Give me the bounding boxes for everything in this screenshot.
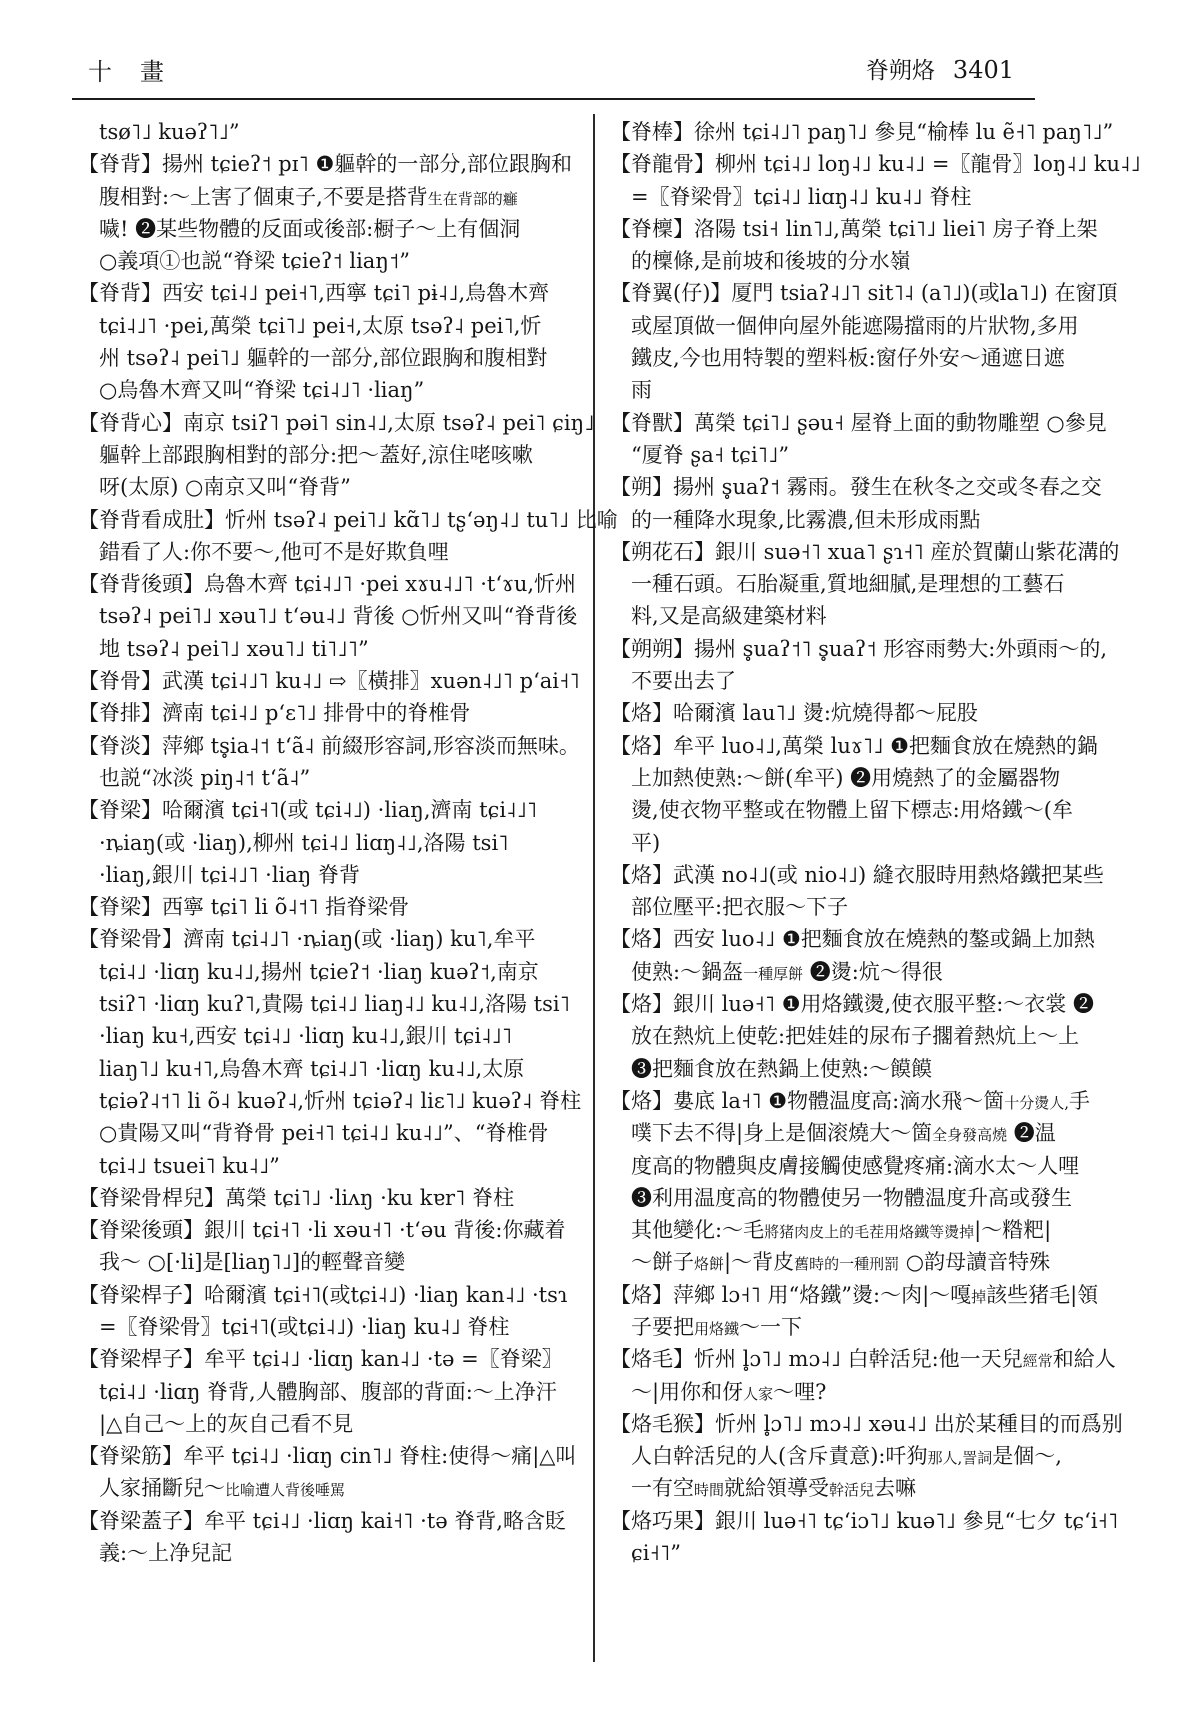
dictionary-line bbox=[610, 1150, 1080, 1182]
gloss-small-text: 比喻遭人背後唾駡 bbox=[225, 1481, 346, 1500]
gloss-small-text: 一種厚餅 bbox=[743, 964, 804, 983]
dictionary-line bbox=[610, 762, 1060, 794]
dictionary-line bbox=[610, 600, 1060, 632]
text-segment: 子要把 bbox=[631, 1314, 694, 1339]
dictionary-line bbox=[78, 1214, 566, 1246]
text-segment: 雨 bbox=[631, 378, 652, 403]
text-segment: 一有空 bbox=[631, 1476, 694, 1501]
dictionary-line bbox=[78, 697, 556, 729]
dictionary-line bbox=[610, 1440, 1060, 1472]
text-segment: 【脊梁骨桿兒】萬榮 tɕi˥˩ ·liʌŋ ·ku kɐr˥ 脊柱 bbox=[78, 1185, 515, 1210]
text-segment: ～餅子 bbox=[631, 1250, 694, 1275]
text-segment: 腹相對:～上害了個東子,不要是搭背 bbox=[99, 184, 428, 209]
text-segment: 【烙】銀川 luə˧˥ ❶用烙鐵燙,使衣服平整:～衣裳 ❷ bbox=[610, 992, 1094, 1017]
dictionary-line bbox=[78, 1408, 556, 1440]
dictionary-line bbox=[610, 1472, 1060, 1504]
dictionary-line bbox=[610, 1505, 1119, 1537]
text-segment: 【脊梁骨】濟南 tɕi˨˩˥ ·ȵiaŋ(或 ·liaŋ) ku˥,牟平 bbox=[78, 927, 536, 952]
text-segment: 度高的物體與皮膚接觸使感覺疼痛:滴水太～人哩 bbox=[631, 1153, 1080, 1178]
gloss-small-text: 生在背部的癰 bbox=[427, 189, 518, 208]
gloss-small-text: 用烙鐵 bbox=[694, 1319, 740, 1338]
dictionary-line bbox=[610, 1311, 1060, 1343]
text-segment: tsəʔ˨ pei˥˩ xəu˥˩ tʻəu˨˩ 背後 ○忻州又叫“脊背後 bbox=[99, 604, 578, 629]
dictionary-line bbox=[610, 988, 1094, 1020]
dictionary-line bbox=[610, 859, 1104, 891]
dictionary-line bbox=[78, 1472, 556, 1504]
dictionary-line bbox=[610, 730, 1098, 762]
text-segment: ɕi˧˥” bbox=[631, 1541, 681, 1566]
text-segment: 和給人 bbox=[1052, 1347, 1116, 1372]
gloss-small-text: 將猪肉皮上的毛茬用烙鐵等燙掉 bbox=[764, 1223, 975, 1242]
header-entry-chars: 脊朔烙 bbox=[865, 58, 935, 84]
text-segment: 使熟:～鍋盔 bbox=[631, 959, 744, 984]
dictionary-line bbox=[610, 148, 1141, 180]
dictionary-line bbox=[610, 277, 1118, 309]
text-segment: 手 bbox=[1068, 1088, 1090, 1113]
text-segment: 地 tsəʔ˨ pei˥˩ xəu˥˩ ti˥˩˥” bbox=[99, 636, 369, 661]
dictionary-line bbox=[610, 374, 1060, 406]
text-segment: 義:～上净兒記 bbox=[99, 1541, 233, 1566]
dictionary-line bbox=[78, 342, 556, 374]
text-segment: 【脊梁】西寧 tɕi˥ li õ˨˦˥ 指脊梁骨 bbox=[78, 895, 410, 920]
dictionary-line bbox=[78, 1020, 556, 1052]
text-segment: 其他變化:～毛 bbox=[631, 1218, 765, 1243]
text-segment: 【朔花石】銀川 suə˧˥ xua˥ ʂɿ˧˥ 産於賀蘭山紫花溝的 bbox=[610, 539, 1120, 564]
dictionary-line bbox=[78, 1537, 556, 1569]
text-segment: ❷燙:炕～得很 bbox=[803, 959, 943, 984]
text-segment: 【烙】西安 luo˨˩ ❶把麵食放在燒熱的鏊或鍋上加熱 bbox=[610, 927, 1095, 952]
header-rule bbox=[72, 98, 1035, 100]
dictionary-line bbox=[78, 600, 578, 632]
text-segment: 的檁條,是前坡和後坡的分水嶺 bbox=[631, 249, 911, 274]
dictionary-line bbox=[78, 827, 556, 859]
gloss-small-text: 十分燙人, bbox=[1004, 1093, 1069, 1112]
text-segment: 人白幹活兒的人(含斥責意):吀狗 bbox=[631, 1444, 928, 1469]
dictionary-line bbox=[78, 1085, 582, 1117]
dictionary-line bbox=[610, 181, 1060, 213]
dictionary-line bbox=[610, 697, 1060, 729]
dictionary-line bbox=[78, 213, 556, 245]
text-segment: 【脊淡】萍鄉 ts̥ia˨˦ tʻã˨ 前綴形容詞,形容淡而無味。 bbox=[78, 733, 580, 758]
text-segment: 【脊背後頭】烏魯木齊 tɕi˨˩˥ ·pei xɤu˨˩˥ ·tʻɤu,忻州 bbox=[78, 572, 577, 597]
dictionary-line bbox=[78, 407, 595, 439]
text-segment: ❸利用温度高的物體使另一物體温度升高或發生 bbox=[631, 1185, 1072, 1210]
text-segment: tsiʔ˥ ·liɑŋ kuʔ˥,貴陽 tɕi˨˩ liaŋ˨˩ ku˨˩,洛陽 tsi˥ bbox=[99, 992, 570, 1017]
text-segment: 也説“冰淡 piŋ˨˦ tʻã˨” bbox=[99, 765, 311, 790]
text-segment: 料,又是高級建築材料 bbox=[631, 604, 827, 629]
text-segment: 州 tsəʔ˨ pei˥˩ 軀幹的一部分,部位跟胸和腹相對 bbox=[99, 346, 548, 371]
text-segment: 鐵皮,今也用特製的塑料板:窗仔外安～通遮日遮 bbox=[631, 346, 1065, 371]
text-segment: 我～ ○[·li]是[liaŋ˥˩]的輕聲音變 bbox=[99, 1250, 406, 1275]
text-segment: 不要出去了 bbox=[631, 669, 736, 694]
text-segment: tɕiəʔ˨˦˥ li õ˨ kuəʔ˨,忻州 tɕiəʔ˨ liɛ˥˩ kuəʔ˨ 脊柱 bbox=[99, 1088, 582, 1113]
header-section-label: 十 畫 bbox=[88, 58, 166, 86]
gloss-small-text: 那人,詈詞 bbox=[927, 1449, 993, 1468]
dictionary-line bbox=[78, 730, 580, 762]
dictionary-line bbox=[610, 471, 1102, 503]
dictionary-line bbox=[78, 116, 556, 148]
dictionary-line bbox=[78, 1376, 556, 1408]
text-segment: 【脊梁桿子】哈爾濱 tɕi˧˥(或tɕi˨˩) ·liaŋ kan˨˩ ·tsɿ bbox=[78, 1282, 568, 1307]
dictionary-line bbox=[610, 1214, 1060, 1246]
text-segment: ○韵母讀音特殊 bbox=[899, 1250, 1051, 1275]
dictionary-line bbox=[610, 1343, 1116, 1375]
text-segment: 人家捅斷兒～ bbox=[99, 1476, 225, 1501]
text-segment: tɕi˨˩ ·liɑŋ ku˨˩,揚州 tɕieʔ˦ ·liaŋ kuəʔ˦,南京 bbox=[99, 959, 539, 984]
text-column-left bbox=[78, 116, 618, 1569]
dictionary-line bbox=[610, 504, 1060, 536]
dictionary-line bbox=[610, 794, 1073, 826]
dictionary-line bbox=[610, 1408, 1123, 1440]
dictionary-line bbox=[78, 568, 577, 600]
gloss-small-text: 經常 bbox=[1022, 1352, 1053, 1371]
text-segment: ～一下 bbox=[739, 1314, 803, 1339]
dictionary-line bbox=[610, 827, 1060, 859]
gloss-small-text: 全身發高燒 bbox=[932, 1126, 1008, 1145]
dictionary-line bbox=[610, 633, 1108, 665]
text-segment: 該些猪毛|領 bbox=[986, 1282, 1099, 1307]
text-segment: |～背皮 bbox=[724, 1250, 795, 1275]
text-segment: 噦! ❷某些物體的反面或後部:橱子～上有個洞 bbox=[99, 216, 521, 241]
text-segment: 【脊背心】南京 tsiʔ˥ pəi˥ sin˨˩,太原 tsəʔ˨ pei˥ ɕiŋ˩ bbox=[78, 410, 595, 435]
text-segment: 【烙】萍鄉 lɔ˧˥ 用“烙鐵”燙:～肉|～嘎 bbox=[610, 1282, 972, 1307]
dictionary-line bbox=[610, 245, 1060, 277]
text-segment: 【烙】牟平 luo˨˩,萬榮 luɤ˥˩ ❶把麵食放在燒熱的鍋 bbox=[610, 733, 1098, 758]
text-segment: 【烙毛猴】忻州 l̥ɔ˥˩ mɔ˨˩ xəu˨˩ 出於某種目的而爲别 bbox=[610, 1411, 1123, 1436]
dictionary-line bbox=[78, 1279, 568, 1311]
text-segment: 【烙巧果】銀川 luə˧˥ tɕʻiɔ˥˩ kuə˥˩ 參見“七夕 tɕʻi˧˥ bbox=[610, 1508, 1119, 1533]
gloss-small-text: 烙餅 bbox=[694, 1255, 725, 1274]
text-segment: 呀(太原) ○南京又叫“脊背” bbox=[99, 475, 351, 500]
dictionary-line bbox=[610, 1053, 1060, 1085]
dictionary-line bbox=[78, 1182, 556, 1214]
text-segment: 是個～, bbox=[992, 1444, 1062, 1469]
header-page-number: 3401 bbox=[952, 56, 1014, 84]
dictionary-line bbox=[610, 116, 1114, 148]
dictionary-line bbox=[78, 794, 556, 826]
text-segment: “厦脊 ʂa˧ tɕi˥˩” bbox=[631, 442, 790, 467]
dictionary-line bbox=[78, 1505, 566, 1537]
text-segment: tsø˥˩ kuəʔ˥˩” bbox=[99, 120, 240, 144]
dictionary-line bbox=[610, 665, 1060, 697]
dictionary-line bbox=[610, 310, 1079, 342]
dictionary-line bbox=[78, 891, 556, 923]
text-segment: 【脊梁後頭】銀川 tɕi˧˥ ·li xəu˧˥ ·tʻəu 背後:你藏着 bbox=[78, 1218, 566, 1243]
text-segment: 【脊背看成肚】忻州 tsəʔ˨ pei˥˩ kɑ̃˥˩ tʂʻəŋ˨˩ tu˥˩ 比喻 bbox=[78, 507, 618, 532]
dictionary-line bbox=[78, 988, 570, 1020]
text-segment: =〖脊梁骨〗tɕi˧˥(或tɕi˨˩) ·liaŋ ku˨˩ 脊柱 bbox=[99, 1314, 510, 1339]
dictionary-line bbox=[78, 762, 556, 794]
text-segment: 【脊獸】萬榮 tɕi˥˩ ʂəu˧ 屋脊上面的動物雕塑 ○參見 bbox=[610, 410, 1107, 435]
page-header-right bbox=[866, 52, 1014, 85]
gloss-small-text: 人家 bbox=[743, 1384, 774, 1403]
text-segment: 的一種降水現象,比霧濃,但未形成雨點 bbox=[631, 507, 981, 532]
text-segment: ○貴陽又叫“背脊骨 pei˧˥ tɕi˨˩ ku˨˩”、“脊椎骨 bbox=[99, 1121, 549, 1146]
dictionary-line bbox=[78, 536, 556, 568]
text-segment: 部位壓平:把衣服～下子 bbox=[631, 895, 849, 920]
dictionary-line bbox=[78, 1150, 556, 1182]
text-segment: tɕi˨˩ ·liɑŋ 脊背,人體胸部、腹部的背面:～上净汗 bbox=[99, 1379, 557, 1404]
text-segment: 【脊骨】武漢 tɕi˨˩˥ ku˨˩ ⇨〖橫排〗xuən˨˩˥ pʻai˧˥ bbox=[78, 669, 580, 694]
text-segment: ～哩? bbox=[773, 1379, 827, 1404]
text-segment: 【烙毛】忻州 l̥ɔ˥˩ mɔ˨˩ 白幹活兒:他一天兒 bbox=[610, 1347, 1023, 1372]
gloss-small-text: 幹活兒 bbox=[829, 1481, 875, 1500]
dictionary-line bbox=[78, 956, 556, 988]
dictionary-line bbox=[78, 1343, 563, 1375]
text-segment: liaŋ˥˩ ku˧˥,烏魯木齊 tɕi˨˩˥ ·liɑŋ ku˨˩,太原 bbox=[99, 1056, 525, 1081]
dictionary-line bbox=[610, 1376, 1060, 1408]
column-divider bbox=[593, 114, 595, 1662]
dictionary-line bbox=[78, 1311, 556, 1343]
dictionary-line bbox=[610, 568, 1065, 600]
dictionary-line bbox=[78, 1117, 556, 1149]
text-segment: 【脊梁】哈爾濱 tɕi˧˥(或 tɕi˨˩) ·liaŋ,濟南 tɕi˨˩˥ bbox=[78, 798, 538, 823]
dictionary-line bbox=[610, 1085, 1090, 1117]
gloss-small-text: 時間 bbox=[694, 1481, 725, 1500]
text-segment: 平) bbox=[631, 830, 661, 855]
dictionary-line bbox=[78, 1440, 577, 1472]
dictionary-line bbox=[78, 439, 556, 471]
text-segment: 或屋頂做一個伸向屋外能遮陽擋雨的片狀物,多用 bbox=[631, 313, 1079, 338]
dictionary-line bbox=[78, 633, 556, 665]
dictionary-line bbox=[78, 181, 556, 213]
dictionary-line bbox=[78, 277, 556, 309]
dictionary-line bbox=[610, 1537, 1060, 1569]
text-segment: ❷温 bbox=[1007, 1121, 1056, 1146]
text-segment: 【脊梁筋】牟平 tɕi˨˩ ·liɑŋ cin˥˩ 脊柱:使得～痛|△叫 bbox=[78, 1444, 577, 1469]
text-segment: 【烙】婁底 la˧˥ ❶物體温度高:滴水飛～箇 bbox=[610, 1088, 1005, 1113]
text-segment: 【脊背】揚州 tɕieʔ˦ pɪ˥ ❶軀幹的一部分,部位跟胸和 bbox=[78, 152, 573, 177]
text-segment: 【朔朔】揚州 s̥uaʔ˦˥ s̥uaʔ˦ 形容雨勢大:外頭雨～的, bbox=[610, 636, 1108, 661]
dictionary-line bbox=[78, 310, 556, 342]
text-segment: 軀幹上部跟胸相對的部分:把～蓋好,涼住咾咳嗽 bbox=[99, 442, 533, 467]
text-segment: |～糌粑| bbox=[974, 1218, 1052, 1243]
text-segment: 【脊梁桿子】牟平 tɕi˨˩ ·liɑŋ kan˨˩ ·tə =〖脊梁〗 bbox=[78, 1347, 563, 1372]
dictionary-line bbox=[78, 1053, 556, 1085]
text-segment: 【烙】哈爾濱 lau˥˩ 燙:炕燒得都～屁股 bbox=[610, 701, 978, 726]
text-segment: 錯看了人:你不要～,他可不是好欺負哩 bbox=[99, 539, 449, 564]
dictionary-line bbox=[610, 1279, 1099, 1311]
text-segment: =〖脊梁骨〗tɕi˨˩ liɑŋ˨˩ ku˨˩ 脊柱 bbox=[631, 184, 972, 209]
text-segment: 燙,使衣物平整或在物體上留下標志:用烙鐵～(牟 bbox=[631, 798, 1073, 823]
dictionary-line bbox=[610, 407, 1107, 439]
dictionary-line bbox=[610, 1020, 1080, 1052]
text-segment: |△自己～上的灰自己看不見 bbox=[99, 1411, 354, 1436]
text-segment: ○烏魯木齊又叫“脊梁 tɕi˨˩˥ ·liaŋ” bbox=[99, 378, 425, 403]
text-segment: 【脊排】濟南 tɕi˨˩ pʻɛ˥˩ 排骨中的脊椎骨 bbox=[78, 701, 471, 726]
text-segment: 【脊翼(仔)】厦門 tsiaʔ˨˩˥ sit˥˨ (a˥˩)(或la˥˩) 在窗頂 bbox=[610, 281, 1118, 306]
text-column-right bbox=[610, 116, 1141, 1569]
text-segment: tɕi˨˩ tsuei˥ ku˨˩” bbox=[99, 1153, 280, 1178]
dictionary-line bbox=[78, 923, 556, 955]
text-segment: tɕi˨˩˥ ·pei,萬榮 tɕi˥˩ pei˧,太原 tsəʔ˨ pei˥,忻 bbox=[99, 313, 542, 338]
dictionary-line bbox=[78, 374, 556, 406]
gloss-small-text: 舊時的一種刑罰 bbox=[794, 1255, 900, 1274]
text-segment: 【脊梁蓋子】牟平 tɕi˨˩ ·liɑŋ kai˧˥ ·tə 脊背,略含貶 bbox=[78, 1508, 566, 1533]
text-segment: 【脊龍骨】柳州 tɕi˨˩ loŋ˨˩ ku˨˩ =〖龍骨〗loŋ˨˩ ku˨˩ bbox=[610, 152, 1141, 177]
gloss-small-text: 掉 bbox=[971, 1287, 987, 1306]
dictionary-line bbox=[610, 1117, 1060, 1149]
dictionary-line bbox=[610, 923, 1095, 955]
dictionary-line bbox=[610, 956, 1060, 988]
text-segment: 一種石頭。石胎凝重,質地細膩,是理想的工藝石 bbox=[631, 572, 1065, 597]
text-segment: 就給領導受 bbox=[724, 1476, 830, 1501]
dictionary-line bbox=[78, 1246, 556, 1278]
text-segment: 【烙】武漢 no˨˩(或 nio˨˩) 縫衣服時用熱烙鐵把某些 bbox=[610, 862, 1104, 887]
text-segment: ❸把麵食放在熱鍋上使熟:～饃饃 bbox=[631, 1056, 933, 1081]
text-segment: ·ȵiaŋ(或 ·liaŋ),柳州 tɕi˨˩ liɑŋ˨˩,洛陽 tsi˥ bbox=[99, 830, 509, 855]
text-segment: ·liaŋ,銀川 tɕi˨˩˥ ·liaŋ 脊背 bbox=[99, 862, 360, 887]
text-segment: 【脊棒】徐州 tɕi˨˩˥ paŋ˥˩ 參見“榆棒 lu ẽ˧˥ paŋ˥˩” bbox=[610, 120, 1114, 144]
dictionary-line bbox=[610, 439, 1060, 471]
dictionary-line bbox=[78, 859, 556, 891]
dictionary-line bbox=[610, 342, 1065, 374]
dictionary-line bbox=[78, 148, 573, 180]
dictionary-line bbox=[78, 471, 556, 503]
text-segment: 噗下去不得|身上是個滚燒大～箇 bbox=[631, 1121, 933, 1146]
text-segment: 【脊檁】洛陽 tsi˧ lin˥˩,萬榮 tɕi˥˩ liei˥ 房子脊上架 bbox=[610, 216, 1098, 241]
dictionary-line bbox=[610, 891, 1060, 923]
text-segment: 【脊背】西安 tɕi˨˩ pei˧˥,西寧 tɕi˥ pɨ˨˩,烏魯木齊 bbox=[78, 281, 550, 306]
dictionary-line bbox=[78, 245, 556, 277]
text-segment: 放在熱炕上使乾:把娃娃的尿布子擱着熱炕上～上 bbox=[631, 1024, 1080, 1049]
dictionary-line bbox=[610, 1246, 1060, 1278]
text-segment: 去嘛 bbox=[874, 1476, 917, 1501]
dictionary-line bbox=[610, 213, 1098, 245]
text-segment: 【朔】揚州 s̥uaʔ˦ 霧雨。發生在秋冬之交或冬春之交 bbox=[610, 475, 1102, 500]
dictionary-line bbox=[610, 1182, 1072, 1214]
text-segment: 上加熱使熟:～餅(牟平) ❷用燒熱了的金屬器物 bbox=[631, 765, 1061, 790]
dictionary-line bbox=[78, 665, 580, 697]
dictionary-line bbox=[78, 504, 618, 536]
dictionary-line bbox=[610, 536, 1120, 568]
text-segment: ·liaŋ ku˧,西安 tɕi˨˩ ·liɑŋ ku˨˩,銀川 tɕi˨˩˥ bbox=[99, 1024, 513, 1049]
text-segment: ～|用你和伢 bbox=[631, 1379, 744, 1404]
text-segment: ○義項①也説“脊梁 tɕieʔ˦ liaŋ˦” bbox=[99, 249, 410, 274]
